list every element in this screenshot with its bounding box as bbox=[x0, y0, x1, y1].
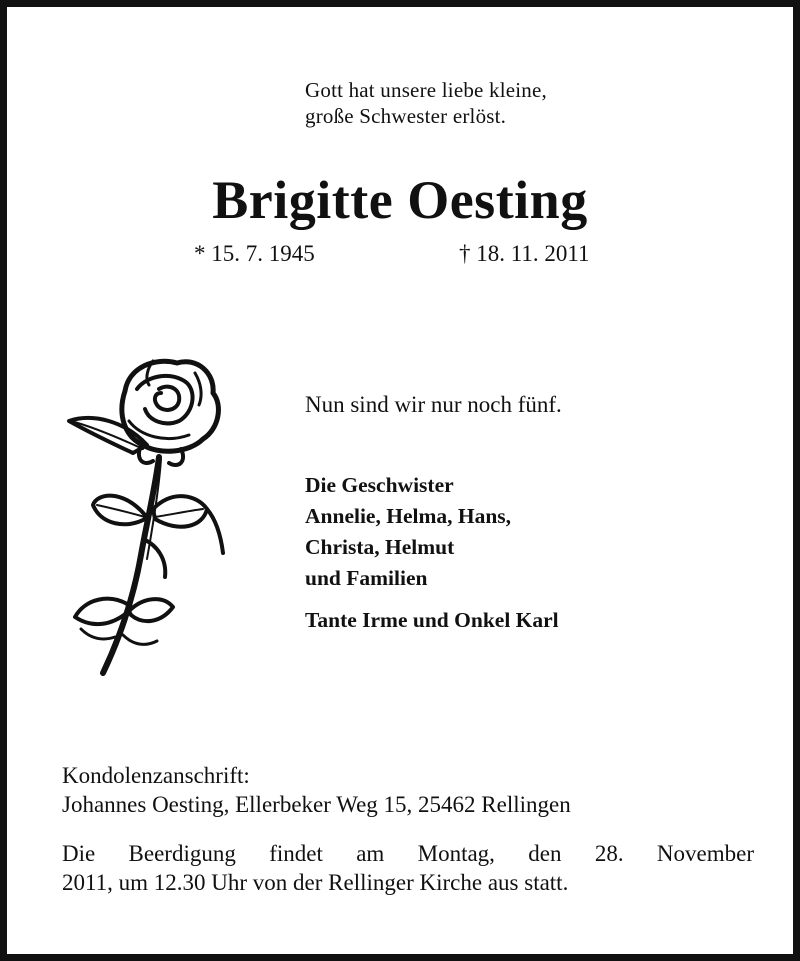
intro-line-2: große Schwester erlöst. bbox=[305, 104, 507, 128]
intro-text bbox=[305, 77, 547, 129]
quote-text: Nun sind wir nur noch fünf. bbox=[305, 392, 562, 417]
death-date: † 18. 11. 2011 bbox=[459, 241, 590, 266]
funeral-line-1: Die Beerdigung findet am Montag, den 28. November bbox=[62, 841, 754, 866]
funeral-line-2: 2011, um 12.30 Uhr von der Rellinger Kirche aus statt. bbox=[62, 870, 569, 895]
condolence-label: Kondolenzanschrift: bbox=[62, 763, 250, 788]
family-list bbox=[305, 470, 511, 594]
family-line: Die Geschwister bbox=[305, 473, 454, 497]
family-line: und Familien bbox=[305, 566, 428, 590]
family-line: Annelie, Helma, Hans, bbox=[305, 504, 512, 528]
intro-line-1: Gott hat unsere liebe kleine, bbox=[305, 78, 547, 102]
rose-icon bbox=[63, 349, 243, 679]
condolence-line: Johannes Oesting, Ellerbeker Weg 15, 25462 Rellingen bbox=[62, 792, 571, 817]
deceased-name: Brigitte Oesting bbox=[212, 170, 588, 230]
funeral-info bbox=[62, 839, 754, 897]
family-line: Christa, Helmut bbox=[305, 535, 455, 559]
extra-mourners: Tante Irme und Onkel Karl bbox=[305, 608, 559, 632]
condolence-address bbox=[62, 761, 571, 819]
birth-date: * 15. 7. 1945 bbox=[194, 241, 315, 266]
